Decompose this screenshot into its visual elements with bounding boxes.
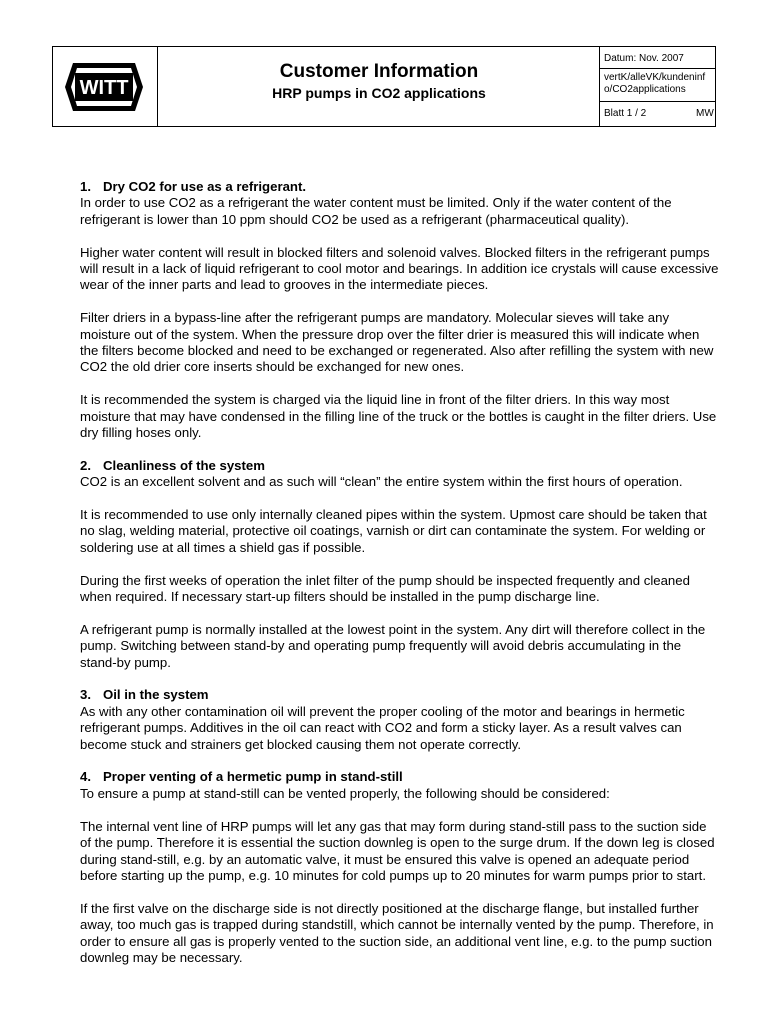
section-number: 1. [80, 179, 91, 194]
datum-field: Datum: Nov. 2007 [600, 47, 716, 69]
paragraph: In order to use CO2 as a refrigerant the water content must be limited. Only if the water content of the refrigerant is lower than 10 ppm should CO2 be used as a refrigerant (pharmaceutical quality). [80, 195, 672, 227]
author-initials: MW [696, 108, 714, 119]
page-number-field [600, 102, 716, 126]
witt-logo [63, 61, 145, 113]
paragraph: It is recommended to use only internally cleaned pipes within the system. Upmost care should be taken that no slag, welding material, protective oil coatings, varnish or dirt can contaminate the system. For welding or soldering use at all times a shield gas if possible. [80, 507, 707, 555]
section-number: 3. [80, 687, 91, 703]
document-title: Customer Information [279, 61, 479, 82]
paragraph: It is recommended the system is charged via the liquid line in front of the filter driers. In this way most moisture that may have condensed in the filling line of the truck or the bottles is caught in the filter driers. Use dry filling hoses only. [80, 392, 717, 441]
paragraph: A refrigerant pump is normally installed at the lowest point in the system. Any dirt will therefore collect in the pump. Switching between stand-by and operating pump frequently will avoid debris accumulating in the stand-by pump. [80, 621, 706, 670]
paragraph: If the first valve on the discharge side is not directly positioned at the discharge flange, but installed further away, too much gas is trapped during standstill, which cannot be internally vented by the pump. Therefore, in order to ensure all gas is properly vented to the suction side, an additional vent line, e.g. to the pump suction downleg may be necessary. [80, 900, 714, 965]
document-subtitle: HRP pumps in CO2 applications [272, 85, 486, 101]
section-title: Proper venting of a hermetic pump in stand-still [103, 769, 403, 785]
section-number: 4. [80, 769, 91, 785]
section-heading [80, 769, 720, 785]
paragraph: As with any other contamination oil will prevent the proper cooling of the motor and bearings in hermetic refrigerant pumps. Additives in the oil can react with CO2 and form a sticky layer. As a result valves can become stuck and strainers get blocked causing them not operate correctly. [80, 703, 685, 752]
file-path-field: vertK/alleVK/kundeninfo/CO2applications [600, 69, 716, 102]
section-heading [80, 687, 720, 703]
document-header [52, 46, 716, 127]
section-title: Dry CO2 for use as a refrigerant. [103, 179, 307, 194]
paragraph: During the first weeks of operation the inlet filter of the pump should be inspected frequently and cleaned when required. If necessary start-up filters should be installed in the pump discharge line. [80, 572, 690, 605]
paragraph: The internal vent line of HRP pumps will let any gas that may form during stand-still pass to the suction side of the pump. Therefore it is essential the suction downleg is open to the surge drum. If the down leg is closed during stand-still, e.g. by an automatic valve, it must be ensured this valve is opened an adequate period before starting up the pump, e.g. 10 minutes for cold pumps up to 20 minutes for warm pumps prior to start. [80, 818, 715, 883]
title-cell [158, 47, 600, 126]
section-number: 2. [80, 457, 91, 473]
section-title: Cleanliness of the system [103, 457, 265, 473]
logo-cell [53, 47, 158, 126]
section-heading [80, 179, 720, 195]
section-heading [80, 458, 720, 474]
document-body [80, 179, 720, 983]
logo-text: WITT [79, 77, 129, 99]
page-number: Blatt 1 / 2 [604, 108, 647, 119]
paragraph: To ensure a pump at stand-still can be vented properly, the following should be considered: [80, 785, 610, 801]
meta-cell [599, 47, 716, 126]
paragraph: CO2 is an excellent solvent and as such will “clean” the entire system within the first hours of operation. [80, 474, 683, 490]
paragraph: Filter driers in a bypass-line after the refrigerant pumps are mandatory. Molecular sieves will take any moisture out of the system. When the pressure drop over the filter drier is measured this will indicate when the filters become blocked and need to be exchanged or regenerated. Also after refilling the system with new CO2 the old drier core inserts should be exchanged for new ones. [80, 310, 714, 375]
section-title: Oil in the system [103, 687, 209, 703]
paragraph: Higher water content will result in blocked filters and solenoid valves. Blocked filters in the refrigerant pumps will result in a lack of liquid refrigerant to cool motor and bearings. In addition ice crystals will cause excessive wear of the inner parts and lead to grooves in the intermediate pieces. [80, 244, 719, 293]
